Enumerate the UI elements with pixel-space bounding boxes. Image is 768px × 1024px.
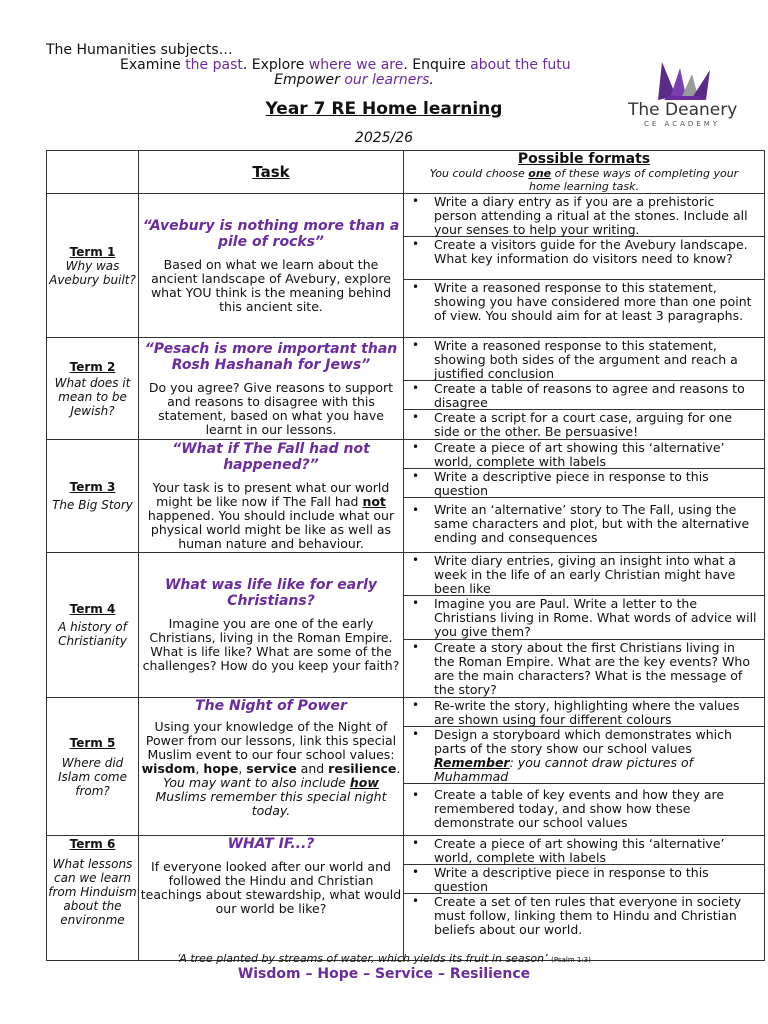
- page-header: [0, 0, 768, 150]
- intro-line-1: The Humanities subjects…: [46, 42, 233, 58]
- bullet-icon: •: [412, 410, 420, 424]
- table-row: [47, 338, 765, 440]
- formats-header-title: Possible formats: [517, 151, 651, 167]
- footer-quote: ‘A tree planted by streams of water, which yields its fruit in season’ (Psalm 1:3): [177, 952, 591, 965]
- bullet-icon: •: [412, 640, 420, 654]
- list-item: • Write a diary entry as if you are a prehistoric person attending a ritual at the stones. Include all your senses to help your writing.: [404, 194, 764, 237]
- task-cell: “What if The Fall had not happened?” Your task is to present what our world might be like now if The Fall had not happened. You should include what our physical world might be like as well as human nature and behaviour.: [139, 440, 404, 553]
- list-item: • Create a visitors guide for the Avebury landscape. What key information do visitors need to know?: [404, 237, 764, 280]
- list-item: • Re-write the story, highlighting where the values are shown using four different colours: [404, 698, 764, 727]
- task-cell: The Night of Power Using your knowledge of the Night of Power from our lessons, link this special Muslim event to our four school values: wisdom, hope, service and resilience. You may want to also include how Muslims remember this special night today.: [139, 698, 404, 836]
- table-row: [47, 836, 765, 961]
- bullet-icon: •: [412, 469, 420, 483]
- bullet-icon: •: [412, 194, 420, 208]
- term-cell: Term 4 A history of Christianity: [47, 553, 139, 698]
- table-row: [47, 194, 765, 338]
- term-cell: Term 1 Why was Avebury built?: [47, 194, 139, 338]
- term-cell: Term 6 What lessons can we learn from Hinduism about the environme: [47, 836, 139, 961]
- list-item: • Create a table of key events and how they are remembered today, and show how these demonstrate our school values: [412, 787, 725, 830]
- bullet-icon: •: [412, 503, 420, 517]
- list-item: • Write a descriptive piece in response to this question: [404, 865, 764, 894]
- intro-line-2: Examine the past. Explore where we are. Enquire about the futu: [120, 57, 571, 73]
- task-cell: “Avebury is nothing more than a pile of rocks” Based on what we learn about the ancient landscape of Avebury, explore what YOU think is the meaning behind this ancient site.: [139, 194, 404, 338]
- list-item: • Write diary entries, giving an insight into what a week in the life of an early Christian might have been like: [404, 553, 764, 596]
- bullet-icon: •: [412, 280, 420, 294]
- list-item: • Create a story about the first Christians living in the Roman Empire. What are the key events? Who are the main characters? What is the message of the story?: [412, 640, 750, 697]
- school-values: Wisdom – Hope – Service – Resilience: [237, 966, 531, 982]
- table-row: [47, 553, 765, 698]
- task-cell: What was life like for early Christians? Imagine you are one of the early Christians, living in the Roman Empire. What is life like? What are some of the challenges? How do you keep your faith?: [139, 553, 404, 698]
- formats-cell: [404, 553, 765, 698]
- task-cell: “Pesach is more important than Rosh Hashanah for Jews” Do you agree? Give reasons to support and reasons to disagree with this statement, based on what you have learnt in our lessons.: [139, 338, 404, 440]
- logo-subtitle: CE ACADEMY: [644, 120, 721, 128]
- list-item: • Write a reasoned response to this statement, showing you have considered more than one point of view. You should aim for at least 3 paragraphs.: [412, 280, 752, 323]
- term-cell: Term 5 Where did Islam come from?: [47, 698, 139, 836]
- task-cell: WHAT IF...? If everyone looked after our world and followed the Hindu and Christian teachings about stewardship, what would our world be like?: [139, 836, 404, 961]
- list-item: • Create a piece of art showing this ‘alternative’ world, complete with labels: [404, 440, 764, 469]
- list-item: • Design a storyboard which demonstrates which parts of the story show our school values Remember: you cannot draw pictures of Muhammad: [404, 727, 764, 784]
- list-item: • Create a piece of art showing this ‘alternative’ world, complete with labels: [404, 836, 764, 865]
- task-column-header: Task: [139, 151, 404, 194]
- term-cell: Term 3 The Big Story: [47, 440, 139, 553]
- list-item: • Write an ‘alternative’ story to The Fall, using the same characters and plot, but with the alternative ending and consequences: [412, 502, 750, 545]
- list-item: • Imagine you are Paul. Write a letter to the Christians living in Rome. What words of advice will you give them?: [404, 596, 764, 640]
- bullet-icon: •: [412, 440, 420, 454]
- bullet-icon: •: [412, 698, 420, 712]
- bullet-icon: •: [412, 836, 420, 850]
- formats-cell: [404, 194, 765, 338]
- bullet-icon: •: [412, 865, 420, 879]
- bullet-icon: •: [412, 788, 420, 802]
- home-learning-table: [46, 150, 765, 961]
- page-title: Year 7 RE Home learning: [265, 99, 503, 119]
- intro-line-3: Empower our learners.: [274, 72, 434, 88]
- term-cell: Term 2 What does it mean to be Jewish?: [47, 338, 139, 440]
- formats-cell: [404, 338, 765, 440]
- list-item: • Write a descriptive piece in response to this question: [404, 469, 764, 498]
- formats-header-subtitle: You could choose one of these ways of completing your home learning task.: [429, 167, 739, 193]
- bullet-icon: •: [412, 596, 420, 610]
- bullet-icon: •: [412, 727, 420, 741]
- bullet-icon: •: [412, 381, 420, 395]
- list-item: • Create a script for a court case, arguing for one side or the other. Be persuasive!: [412, 410, 733, 439]
- bullet-icon: •: [412, 338, 420, 352]
- formats-cell: [404, 440, 765, 553]
- bullet-icon: •: [412, 894, 420, 908]
- formats-cell: [404, 698, 765, 836]
- header-empty-cell: [47, 151, 139, 194]
- table-header-row: [47, 151, 765, 194]
- logo-name: The Deanery: [628, 100, 738, 120]
- academic-year: 2025/26: [354, 130, 414, 146]
- table-row: [47, 440, 765, 553]
- list-item: • Create a set of ten rules that everyone in society must follow, linking them to Hindu and Christian beliefs about our world.: [412, 894, 742, 937]
- bullet-icon: •: [412, 237, 420, 251]
- bullet-icon: •: [412, 553, 420, 567]
- formats-cell: [404, 836, 765, 961]
- list-item: • Create a table of reasons to agree and reasons to disagree: [404, 381, 764, 410]
- formats-column-header: [404, 151, 765, 194]
- table-row: [47, 698, 765, 836]
- list-item: • Write a reasoned response to this statement, showing both sides of the argument and reach a justified conclusion: [404, 338, 764, 381]
